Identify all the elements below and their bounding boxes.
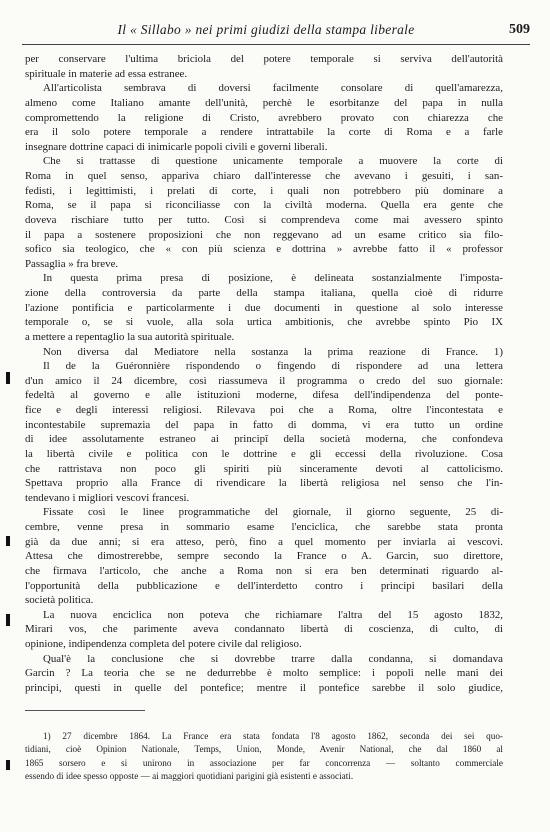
text-line: l'opportunità della pubblicazione e dell'interdetto contro i principi basilari della	[25, 579, 503, 592]
text-line: di idee assolutamente estraneo ai principî della società moderna, che confondeva	[25, 433, 503, 446]
text-line: Roma in quel senso, appariva chiaro dall'interesse che avevano i gesuiti, i san-	[25, 170, 503, 182]
text-line: Garcin ? La teoria che se ne dedurrebbe è molto semplice: i popoli nelle mani dei	[25, 667, 503, 680]
footnote-line: tidiani, cioè Opinion Nationale, Temps, Union, Monde, Avenir National, che dal 1860 al	[25, 744, 503, 755]
page-number: 509	[509, 22, 530, 37]
margin-mark	[6, 536, 10, 546]
footnote-line: 1) 27 dicembre 1864. La France era stata fondata l'8 agosto 1862, seconda dei sei quo-	[43, 731, 503, 741]
footnote-line: 1865 sorsero e si unirono in associazione per far concorrenza — soltanto commerciale	[25, 757, 503, 768]
text-line: In questa prima presa di posizione, è delineata sostanzialmente l'imposta-	[43, 272, 503, 285]
text-line: Spettava proprio alla France di rivendicare la libertà religiosa nel senso che l'in-	[25, 477, 503, 490]
text-line: Fissate così le linee programmatiche del giornale, il giorno seguente, 25 di-	[43, 506, 503, 519]
text-line: già da due anni; si era atteso, però, fino a quel momento per inviarla ai vescovi.	[25, 535, 503, 548]
text-line: tendevano i migliori vescovi francesi.	[25, 491, 190, 504]
text-line: insegnare dottrine capaci di inimicarle popoli civili e governi liberali.	[25, 140, 328, 153]
text-line: compromettendo la religione di Cristo, avrebbero provato con chiarezza che	[25, 111, 503, 124]
text-line: La nuova enciclica non poteva che richiamare l'altra del 15 agosto 1832,	[43, 608, 503, 621]
footnote-rule	[25, 710, 145, 711]
text-line: la libertà civile e politica con le dottrine e gli eccessi della rivoluzione. Cosa	[25, 447, 503, 460]
text-line: società politica.	[25, 594, 94, 607]
text-line: Che si trattasse di questione unicamente temporale a muovere la corte di	[43, 155, 503, 168]
text-line: opinione, indipendenza completa del potere civile dal religioso.	[25, 638, 302, 650]
header-rule	[22, 44, 530, 45]
page-header	[22, 22, 530, 42]
margin-mark	[6, 372, 10, 384]
text-line: era il solo potere temporale a rendere intrattabile la corte di Roma e a farle	[25, 126, 503, 139]
text-line: fedisti, i legittimisti, i prelati di corte, i quali non potrebbero più dominare a	[25, 184, 503, 197]
text-line: Il de la Guéronnière rispondendo o fingendo di rispondere ad una lettera	[43, 360, 503, 373]
running-title: Il « Sillabo » nei primi giudizi della stampa liberale	[117, 22, 415, 37]
text-line: doveva rischiare tutto per tutto. Così si comprendeva come mai avessero spinto	[25, 213, 503, 226]
text-line: temporale o, se si vuole, alla sola urtica ambitionis, che avrebbe spinto Pio IX	[25, 316, 503, 329]
text-line: il papa a sostenere proposizioni che non reggevano ad un esame critico sia filo-	[25, 228, 503, 241]
text-line: spirituale in materie ad essa estranee.	[25, 67, 188, 80]
text-line: principi, questi in quelle del pontefice; mentre il pontefice sarebbe il solo giudice,	[25, 681, 503, 694]
text-line: Attesa che dimostrerebbe, sempre secondo la France o A. Garcin, suo direttore,	[25, 550, 503, 563]
text-line: che firmava l'articolo, che anche a Roma non si era ben determinati riguardo al-	[25, 564, 503, 577]
text-line: fedeltà al governo e alle istituzioni moderne, difesa dell'indipendenza del ponte-	[25, 389, 503, 402]
text-line: Roma, se il papa si riconciliasse con la civiltà moderna. Quella era gente che	[25, 199, 503, 212]
text-line: zione della controversia da parte della stampa italiana, quella cioè di ridurre	[25, 287, 503, 299]
text-line: Mirari vos, che parimente aveva condannato libertà di coscienza, di culto, di	[25, 623, 503, 636]
text-line: a mettere a repentaglio la sua autorità spirituale.	[25, 330, 235, 343]
text-line: Qual'è la conclusione che si dovrebbe trarre dalla condanna, si domandava	[43, 652, 503, 665]
text-line: cembre, venne presa in sommario esame l'enciclica, che sarebbe stata pronta	[25, 521, 503, 533]
text-line: All'articolista sembrava di doversi facilmente consolare di quell'amarezza,	[43, 82, 503, 95]
text-line: per conservare l'ultima briciola del potere temporale si serviva dell'autorità	[25, 53, 503, 65]
text-line: Non diversa dal Mediatore nella sostanza la prima reazione di France. 1)	[43, 345, 503, 358]
margin-mark	[6, 760, 10, 770]
text-line: almeno come Italiano amante dell'unità, perchè le esorbitanze del papa in nulla	[25, 96, 503, 109]
footnote-line: essendo di idee spesso opposte — ai maggiori quotidiani parigini già esistenti e associati.	[25, 771, 354, 782]
text-line: d'un amico il 24 dicembre, così riassumeva il programma o credo del suo giornale:	[25, 374, 503, 387]
margin-mark	[6, 614, 10, 626]
text-line: l'azione pontificia e particolarmente i due documenti in questione al solo interesse	[25, 301, 503, 314]
text-line: incontestabile supremazia del papa in fatto di domma, vi era tutto un ordine	[25, 418, 503, 431]
text-line: sofico sia teologico, che « con più scienza e dottrina » avrebbe fatto il « professor	[25, 243, 503, 256]
text-line: Passaglia » fra breve.	[25, 257, 119, 270]
body-text	[25, 52, 503, 696]
footnotes	[25, 730, 503, 784]
text-line: fice e degli interessi religiosi. Rilevava poi che a Roma, oltre l'incontestata e	[25, 404, 503, 416]
text-line: che rattristava non poco gli spiriti più sinceramente devoti al cattolicismo.	[25, 462, 503, 475]
